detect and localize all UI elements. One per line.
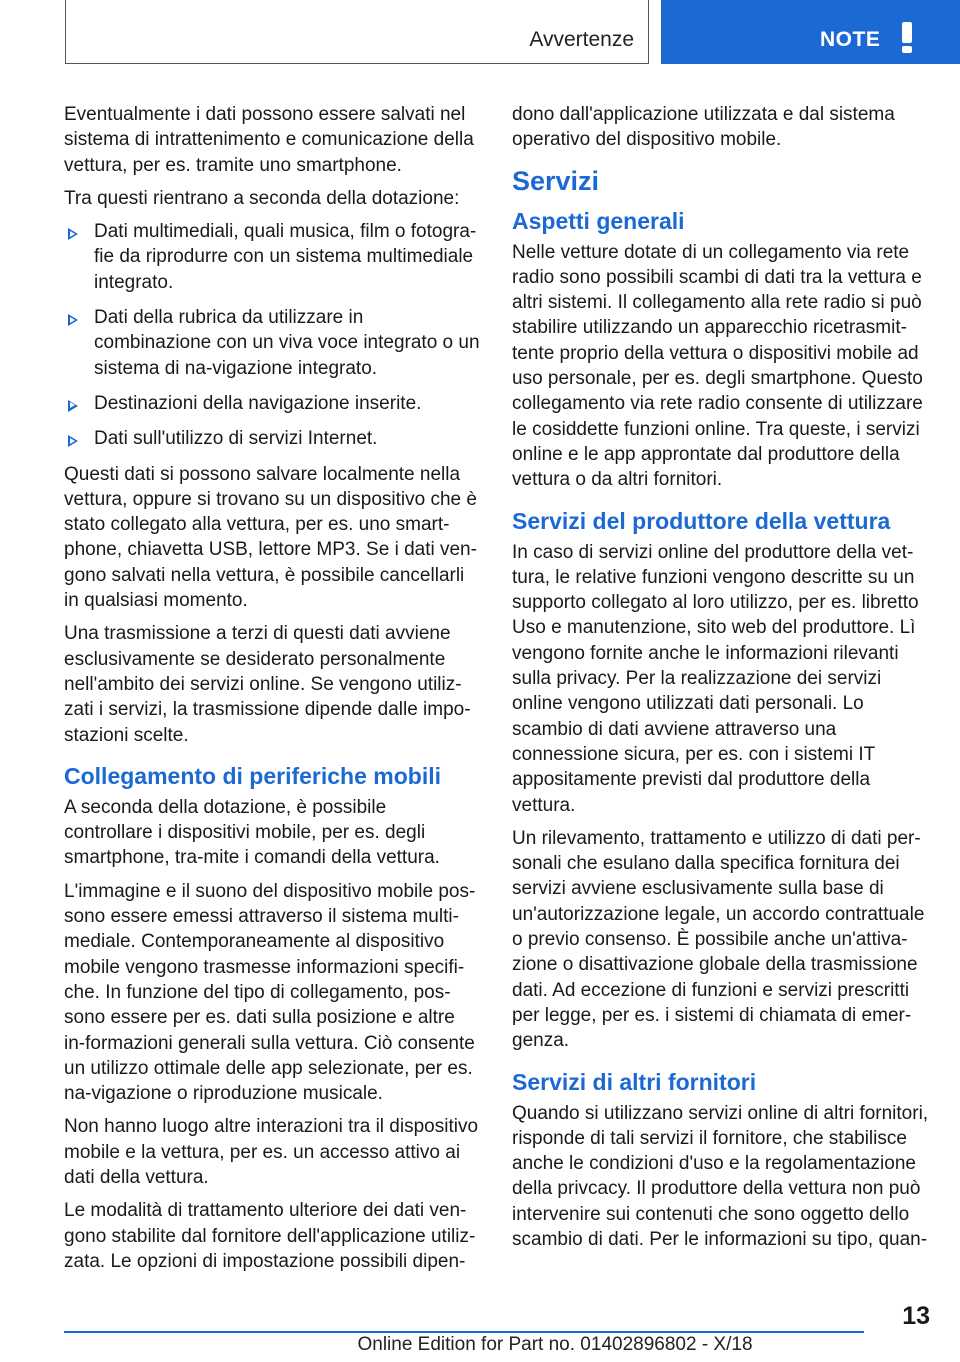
paragraph: A seconda della dotazione, è possibile controllare i dispositivi mobile, per es. degli smartphone, tra-mite i comandi della vettura. <box>64 796 440 869</box>
list-item <box>64 426 480 451</box>
list-item <box>64 305 480 381</box>
paragraph: Nelle vetture dotate di un collegamento via rete radio sono possibili scambi di dati tra la vettura e altri sistemi. Il collegamento alla rete radio si può stabilire utilizzando un apparecchio ricetrasmit-tente proprio della vettura o dispositivi mobile ad uso personale, per es. degli smartphone. Questo collegamento via rete radio consente di utilizzare le cosiddette funzioni online. Tra queste, i servizi online e le app approntate dal produttore della vettura o da altri fornitori. <box>512 241 923 491</box>
heading-servizi-produttore: Servizi del produttore della vettura <box>512 507 891 534</box>
header-note-label: NOTE <box>820 28 881 51</box>
list-item-text: Dati della rubrica da utilizzare in combinazione con un viva voce integrato o un sistema di na-vigazione integrato. <box>94 307 480 379</box>
heading-aspetti-generali: Aspetti generali <box>512 207 685 234</box>
paragraph: In caso di servizi online del produttore della vet-tura, le relative funzioni vengono descritte su un supporto collegato al loro utilizzo, per es. libretto Uso e manutenzione, sito web del produttore. Lì vengono fornite anche le informazioni rilevanti sulla privacy. Per la realizzazione dei servizi online vengono utilizzati dati personali. Lo scambio di dati avviene attraverso una connessione sicura, per es. con i sistemi IT appositamente previsti dal produttore della vettura. <box>512 541 919 816</box>
header-section-box <box>65 0 649 64</box>
heading-servizi-altri-fornitori: Servizi di altri fornitori <box>512 1068 757 1095</box>
triangle-bullet-icon <box>68 314 78 326</box>
paragraph: dono dall'applicazione utilizzata e dal sistema operativo del dispositivo mobile. <box>512 104 895 151</box>
heading-collegamento-periferiche: Collegamento di periferiche mobili <box>64 762 442 789</box>
triangle-bullet-icon <box>68 400 78 412</box>
paragraph: Non hanno luogo altre interazioni tra il dispositivo mobile e la vettura, per es. un accesso attivo ai dati della vettura. <box>64 1116 479 1188</box>
footer-edition-text: Online Edition for Part no. 01402896802 - X/18 <box>357 1334 753 1355</box>
paragraph: Questi dati si possono salvare localmente nella vettura, oppure si trovano su un dispositivo che è stato collegato alla vettura, per es. uno smart-phone, chiavetta USB, lettore MP3. Se i dati ven-gono salvati nella vettura, è possibile cancellarli in qualsiasi momento. <box>64 463 477 612</box>
right-column <box>512 102 930 1260</box>
list-item <box>64 219 480 295</box>
paragraph: Tra questi rientrano a seconda della dotazione: <box>64 187 460 209</box>
triangle-bullet-icon <box>68 435 78 447</box>
paragraph: Quando si utilizzano servizi online di altri fornitori, risponde di tali servizi il fornitore, che stabilisce anche le condizioni d'uso e la regolamentazione della privcacy. Il produttore della vettura non può intervenire sui contenuti che sono oggetto dello scambio di dati. Per le informazioni su tipo, quan- <box>512 1102 929 1250</box>
paragraph: Eventualmente i dati possono essere salvati nel sistema di intrattenimento e comunicazione della vettura, per es. tramite uno smartphone. <box>64 104 474 176</box>
triangle-bullet-icon <box>68 228 78 240</box>
paragraph: Una trasmissione a terzi di questi dati avviene esclusivamente se desiderato personalmente nell'ambito dei servizi online. Se vengono utiliz-zati i servizi, la trasmissione dipende dalle impo-stazioni scelte. <box>64 623 471 746</box>
data-list <box>64 219 480 451</box>
paragraph: Un rilevamento, trattamento e utilizzo di dati per-sonali che esulano dalla specifica fornitura dei servizi avviene esclusivamente sulla base di un'autorizzazione legale, un accordo contrattuale o previo consenso. È possibile anche un'attiva-zione o disattivazione globale della trasmissione dati. Ad eccezione di funzioni e servizi prescritti per legge, per es. i sistemi di chiamata di emer-genza. <box>512 827 925 1052</box>
footer-divider <box>64 1331 864 1333</box>
paragraph: Le modalità di trattamento ulteriore dei dati ven-gono stabilite dal fornitore dell'applicazione utiliz-zata. Le opzioni di impostazione possibili dipen- <box>64 1200 476 1272</box>
list-item <box>64 391 480 416</box>
heading-servizi: Servizi <box>512 165 600 196</box>
page-number: 13 <box>902 1302 930 1330</box>
exclamation-icon <box>902 22 912 52</box>
left-column <box>64 102 480 1282</box>
header-note-tab <box>661 0 960 64</box>
header-section-title: Avvertenze <box>529 28 634 51</box>
list-item-text: Destinazioni della navigazione inserite. <box>94 392 422 414</box>
list-item-text: Dati multimediali, quali musica, film o fotogra-fie da riprodurre con un sistema multimediale integrato. <box>94 221 477 293</box>
paragraph: L'immagine e il suono del dispositivo mobile pos-sono essere emessi attraverso il sistema multi-mediale. Contemporaneamente al dispositivo mobile vengono trasmesse informazioni specifi-che. In funzione del tipo di collegamento, pos-sono essere per es. dati sulla posizione e altre in-formazioni generali sulla vettura. Ciò consente un utilizzo ottimale delle app selezionate, per es. na-vigazione o riproduzione musicale. <box>64 880 476 1105</box>
list-item-text: Dati sull'utilizzo di servizi Internet. <box>94 428 378 450</box>
